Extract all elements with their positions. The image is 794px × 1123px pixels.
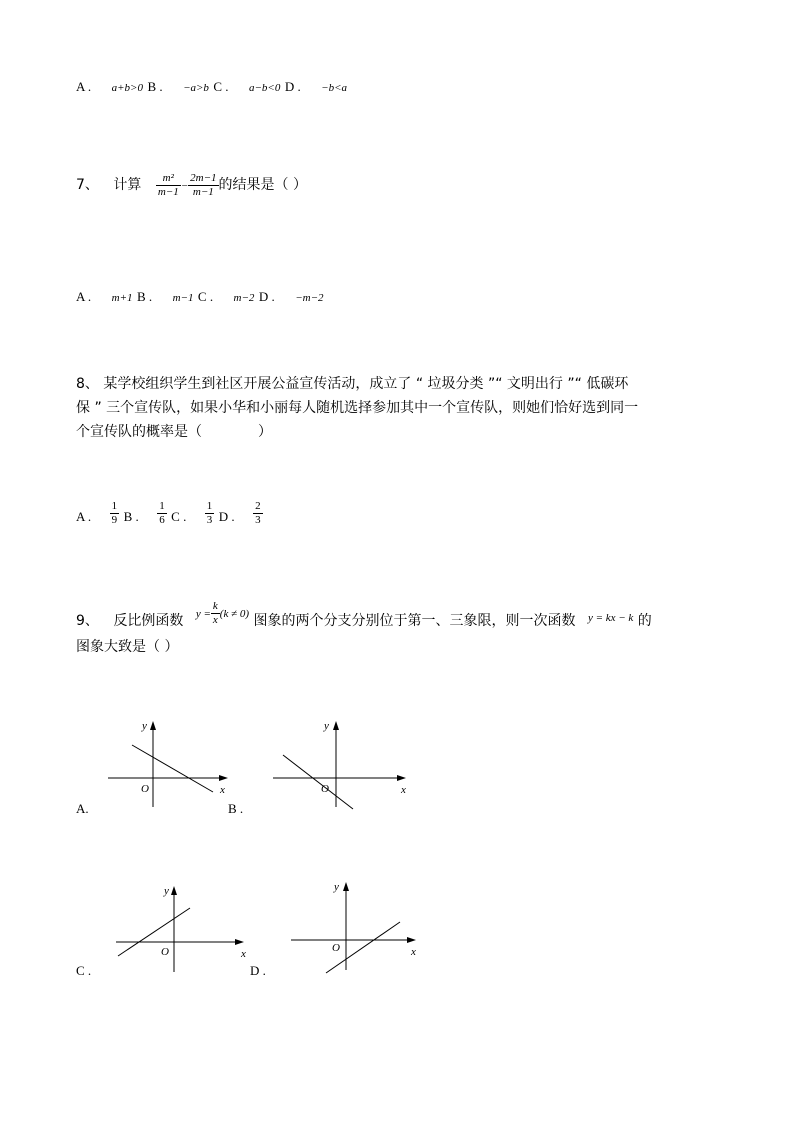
q7-number: 7、 — [76, 177, 99, 193]
q9-func-denominator: x — [212, 613, 218, 626]
q9-suffix: 的 — [637, 613, 652, 629]
q9-graph-a-y-label: y — [142, 720, 147, 732]
q9-graph-c-x-label: x — [241, 948, 246, 960]
q9-graph-d-x-label: x — [411, 946, 416, 958]
q7-fraction-2-numerator: 2m−1 — [190, 171, 217, 184]
q6-option-c-expr: a−b<0 — [249, 82, 281, 94]
q6-option-a-expr: a+b>0 — [111, 82, 143, 94]
q7-prefix: 计算 — [113, 177, 142, 193]
q9-mid-text: 图象的两个分支分别位于第一、三象限，则一次函数 — [253, 613, 576, 629]
q8-question — [76, 372, 722, 444]
q9-prefix: 反比例函数 — [113, 613, 184, 629]
q9-graph-a-origin-label: O — [141, 783, 149, 795]
q7-fraction-2-denominator: m−1 — [192, 185, 214, 198]
q8-option-d-fraction — [253, 500, 263, 527]
q7-option-b-expr: m−1 — [172, 292, 194, 304]
q8-option-d-numerator: 2 — [255, 500, 261, 512]
q9-func-condition: (k ≠ 0) — [219, 608, 250, 620]
q8-line-1 — [76, 372, 722, 396]
q9-graph-a-y-arrow-icon — [150, 721, 156, 730]
q9-graph-b-function-line — [283, 755, 353, 809]
q9-option-c-label[interactable]: C . — [76, 963, 92, 978]
q9-question-line-1 — [76, 599, 652, 639]
q9-func-numerator: k — [212, 599, 218, 612]
q7-option-d-label[interactable]: D . — [258, 289, 275, 304]
q9-linear-function: y = kx − k — [587, 612, 634, 624]
q9-graph-c-function-line — [118, 908, 190, 956]
q9-graph-c-x-arrow-icon — [235, 939, 244, 945]
q9-graph-b-origin-label: O — [321, 783, 329, 795]
q8-option-a-numerator: 1 — [111, 500, 118, 512]
q8-option-a-denominator: 9 — [111, 514, 118, 526]
q9-question-line-2: 图象大致是（ ） — [76, 639, 179, 655]
q8-option-b-denominator: 6 — [159, 514, 165, 526]
q8-option-c-label[interactable]: C . — [171, 509, 187, 524]
q7-minus: − — [180, 180, 189, 192]
q9-graph-c-y-label: y — [164, 885, 169, 897]
q9-func-lhs: y = — [195, 608, 211, 620]
q9-graph-d-x-arrow-icon — [407, 937, 416, 943]
q9-option-b-label[interactable]: B . — [228, 801, 244, 816]
q7-options — [76, 288, 324, 307]
q7-option-c-label[interactable]: C . — [197, 289, 214, 304]
q9-graph-d[interactable] — [288, 878, 433, 978]
q9-number: 9、 — [76, 613, 99, 629]
q9-graph-d-y-arrow-icon — [343, 882, 349, 891]
q8-option-a-fraction — [110, 500, 120, 527]
q8-number: 8、 — [76, 376, 99, 392]
q9-graph-c-origin-label: O — [161, 946, 169, 958]
q9-graph-a-x-arrow-icon — [219, 775, 228, 781]
q9-graph-a[interactable] — [100, 715, 240, 815]
q6-option-d-label[interactable]: D . — [284, 79, 301, 94]
q7-fraction-1 — [156, 172, 181, 199]
q9-graph-b-x-arrow-icon — [397, 775, 406, 781]
q9-graph-d-y-label: y — [334, 881, 339, 893]
q9-option-d-label[interactable]: D . — [250, 963, 266, 978]
q7-option-b-label[interactable]: B . — [136, 289, 153, 304]
q9-graph-c[interactable] — [112, 880, 257, 980]
q9-graph-c-y-arrow-icon — [171, 886, 177, 895]
q8-text-3: 个宣传队的概率是（ ） — [76, 424, 272, 440]
q6-option-b-expr: −a>b — [183, 82, 209, 94]
q9-graph-b[interactable] — [270, 715, 415, 815]
q7-option-c-expr: m−2 — [233, 292, 255, 304]
q8-option-b-fraction — [157, 500, 167, 527]
q9-graph-d-origin-label: O — [332, 942, 340, 954]
q6-option-a-label[interactable]: A . — [76, 79, 92, 94]
q6-option-d-expr: −b<a — [321, 82, 348, 94]
q6-option-c-label[interactable]: C . — [213, 79, 229, 94]
q8-text-1: 某学校组织学生到社区开展公益宣传活动，成立了 “ 垃圾分类 ”“ 文明出行 ”“ 低碳环 — [103, 376, 629, 392]
q8-option-b-numerator: 1 — [159, 500, 165, 512]
q9-graph-b-y-label: y — [324, 720, 329, 732]
q9-graph-a-x-label: x — [220, 784, 225, 796]
q6-option-b-label[interactable]: B . — [147, 79, 163, 94]
q7-suffix: 的结果是（ ） — [218, 177, 307, 193]
q9-option-a-label[interactable]: A. — [76, 801, 89, 816]
q8-option-a-label[interactable]: A . — [76, 509, 92, 524]
q8-option-c-fraction — [205, 500, 215, 527]
q9-graph-b-y-arrow-icon — [333, 721, 339, 730]
q9-func-fraction — [211, 600, 220, 627]
q9-inverse-function — [196, 596, 249, 631]
q7-option-d-expr: −m−2 — [295, 292, 324, 304]
q8-option-d-label[interactable]: D . — [218, 509, 235, 524]
q9-graph-b-x-label: x — [401, 784, 406, 796]
q8-option-c-numerator: 1 — [206, 500, 213, 512]
q7-fraction-1-denominator: m−1 — [157, 185, 179, 198]
q8-option-d-denominator: 3 — [255, 514, 261, 526]
q8-option-b-label[interactable]: B . — [123, 509, 139, 524]
q7-fraction-1-numerator: m² — [156, 172, 181, 186]
q7-option-a-label[interactable]: A . — [76, 289, 92, 304]
q7-option-a-expr: m+1 — [111, 292, 133, 304]
q8-text-2: 保 ” 三个宣传队，如果小华和小丽每人随机选择参加其中一个宣传队，则她们恰好选到同一 — [76, 400, 639, 416]
q7-question — [76, 168, 307, 203]
q7-fraction-2 — [188, 172, 218, 199]
q8-option-c-denominator: 3 — [206, 514, 213, 526]
q6-options — [76, 78, 347, 97]
q8-options — [76, 500, 263, 534]
